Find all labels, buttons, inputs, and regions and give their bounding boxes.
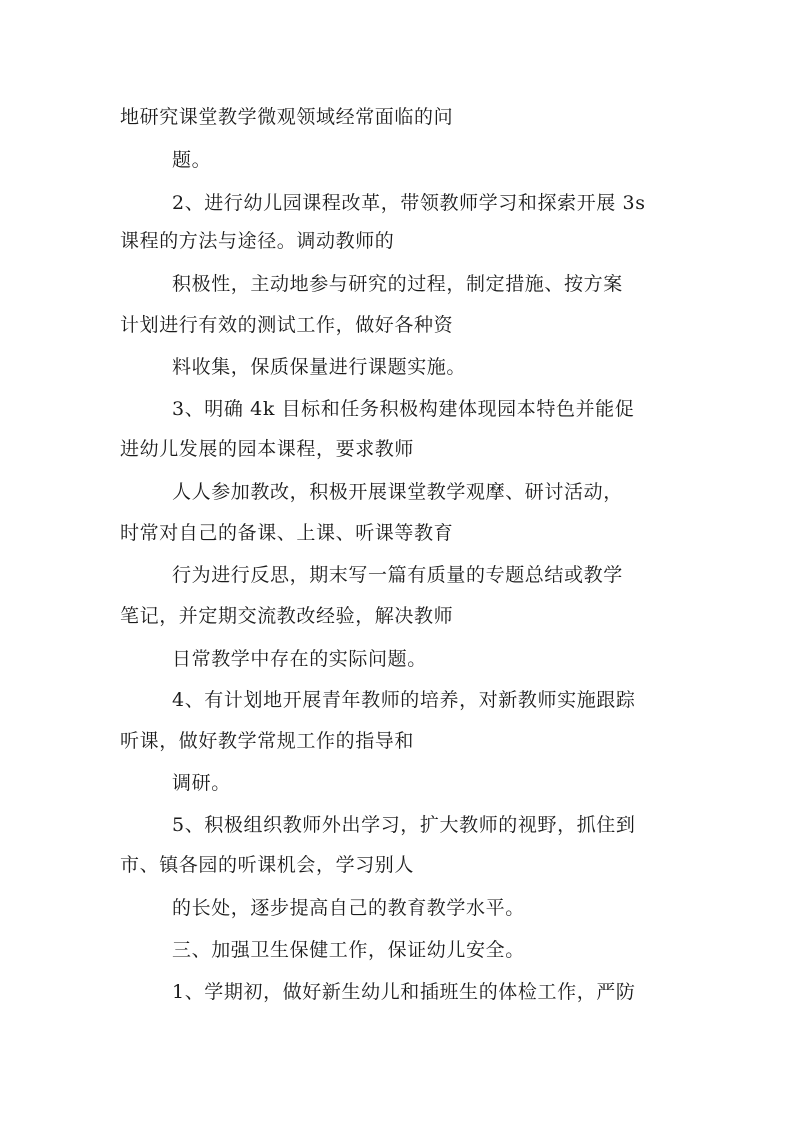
text-line: 进幼儿发展的园本课程，要求教师: [120, 438, 415, 460]
text-line: 计划进行有效的测试工作，做好各种资: [120, 314, 454, 336]
text-line: 地研究课堂教学微观领域经常面临的问: [120, 106, 454, 128]
text-line: 时常对自己的备课、上课、听课等教育: [120, 522, 454, 544]
text-line: 调研。: [172, 772, 231, 794]
section-heading: 三、加强卫生保健工作，保证幼儿安全。: [172, 939, 525, 961]
text-line: 2、进行幼儿园课程改革，带领教师学习和探索开展 3s: [172, 192, 646, 214]
text-line: 市、镇各园的听课机会，学习别人: [120, 854, 415, 876]
text-line: 料收集，保质保量进行课题实施。: [172, 356, 467, 378]
text-line: 日常教学中存在的实际问题。: [172, 648, 427, 670]
text-line: 的长处，逐步提高自己的教育教学水平。: [172, 897, 525, 919]
text-line: 笔记，并定期交流教改经验，解决教师: [120, 605, 454, 627]
text-line: 听课，做好教学常规工作的指导和: [120, 730, 415, 752]
text-line: 4、有计划地开展青年教师的培养，对新教师实施跟踪: [172, 689, 636, 711]
text-line: 3、明确 4k 目标和任务积极构建体现园本特色并能促: [172, 398, 635, 420]
text-line: 1、学期初，做好新生幼儿和插班生的体检工作，严防: [172, 981, 636, 1003]
text-line: 课程的方法与途径。调动教师的: [120, 230, 395, 252]
text-line: 行为进行反思，期末写一篇有质量的专题总结或教学: [172, 564, 623, 586]
text-line: 积极性，主动地参与研究的过程，制定措施、按方案: [172, 273, 623, 295]
text-line: 题。: [172, 149, 212, 171]
text-line: 人人参加教改，积极开展课堂教学观摩、研讨活动，: [172, 481, 623, 503]
text-line: 5、积极组织教师外出学习，扩大教师的视野，抓住到: [172, 814, 636, 836]
